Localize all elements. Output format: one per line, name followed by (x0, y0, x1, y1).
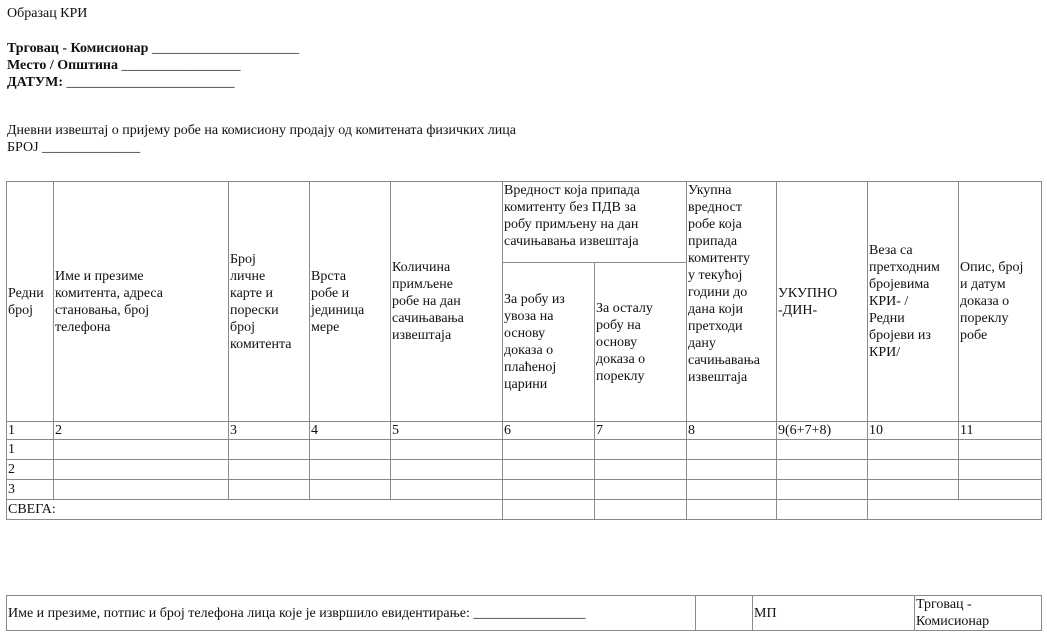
table-cell[interactable] (391, 480, 503, 500)
merchant-blank: _____________________ (151, 41, 299, 56)
table-cell[interactable] (595, 440, 687, 460)
header-origin-proof: Опис, број и датум доказа о пореклу робе (959, 182, 1042, 422)
table-cell[interactable] (503, 480, 595, 500)
merchant-signature-label: Трговац - Комисионар (915, 596, 1042, 631)
table-row (7, 440, 1042, 460)
date-line (7, 75, 235, 91)
table-cell[interactable] (777, 460, 868, 480)
total-cell[interactable] (595, 500, 687, 520)
table-cell[interactable] (595, 480, 687, 500)
table-cell[interactable] (54, 460, 229, 480)
total-cell[interactable] (503, 500, 595, 520)
report-table (6, 181, 1042, 520)
column-number: 10 (868, 422, 959, 440)
total-label: СВЕГА: (7, 500, 503, 520)
column-number: 8 (687, 422, 777, 440)
table-cell[interactable] (229, 440, 310, 460)
table-cell[interactable] (310, 440, 391, 460)
table-cell[interactable] (687, 440, 777, 460)
total-row (7, 500, 1042, 520)
number-line (7, 140, 140, 156)
signature-cell[interactable] (7, 596, 696, 631)
column-number: 2 (54, 422, 229, 440)
place-label: Место / Општина (7, 58, 118, 73)
signature-label: Име и презиме, потпис и број телефона лица које је извршило евидентирање: (8, 605, 470, 621)
table-cell[interactable] (310, 480, 391, 500)
stamp-label: МП (753, 596, 915, 631)
place-blank: _________________ (121, 58, 241, 73)
date-label: ДАТУМ: (7, 75, 63, 90)
table-cell[interactable] (229, 460, 310, 480)
table-cell[interactable] (868, 440, 959, 460)
column-number: 7 (595, 422, 687, 440)
table-cell[interactable] (959, 460, 1042, 480)
column-number: 6 (503, 422, 595, 440)
column-number: 11 (959, 422, 1042, 440)
row-number: 1 (7, 440, 54, 460)
header-total-value-year: Укупна вредност робе која припада комитенту у текућој години до дана који претходи дану сачињавања извештаја (687, 182, 777, 422)
header-client-name: Име и презиме комитента, адреса становања, број телефона (54, 182, 229, 422)
column-number-row (7, 422, 1042, 440)
header-value-group: Вредност која припада комитенту без ПДВ за робу примљену на дан сачињавања извештаја (503, 182, 687, 263)
header-goods-type: Врста робе и јединица мере (310, 182, 391, 422)
header-link-previous: Веза са претходним бројевима КРИ- / Редни бројеви из КРИ/ (868, 182, 959, 422)
number-label: БРОЈ (7, 140, 39, 155)
signature-table (6, 595, 1042, 631)
date-blank: ________________________ (66, 75, 235, 90)
table-row (7, 480, 1042, 500)
table-cell[interactable] (595, 460, 687, 480)
empty-cell (696, 596, 753, 631)
total-cell[interactable] (777, 500, 868, 520)
row-number: 3 (7, 480, 54, 500)
total-cell[interactable] (687, 500, 777, 520)
table-cell[interactable] (503, 440, 595, 460)
table-cell[interactable] (959, 480, 1042, 500)
table-cell[interactable] (310, 460, 391, 480)
number-blank: ______________ (42, 140, 141, 155)
row-number: 2 (7, 460, 54, 480)
merchant-label: Трговац - Комисионар (7, 41, 149, 56)
table-cell[interactable] (777, 480, 868, 500)
table-cell[interactable] (54, 440, 229, 460)
table-cell[interactable] (868, 480, 959, 500)
table-cell[interactable] (687, 480, 777, 500)
table-cell[interactable] (391, 460, 503, 480)
form-title: Образац КРИ (7, 6, 88, 21)
table-cell[interactable] (229, 480, 310, 500)
column-number: 1 (7, 422, 54, 440)
table-cell[interactable] (503, 460, 595, 480)
table-cell[interactable] (54, 480, 229, 500)
column-number: 9(6+7+8) (777, 422, 868, 440)
report-title: Дневни извештај о пријему робе на комисиону продају од комитената физичких лица (7, 123, 516, 138)
column-number: 5 (391, 422, 503, 440)
header-quantity: Количина примљене робе на дан сачињавања извештаја (391, 182, 503, 422)
merchant-line (7, 41, 299, 57)
table-row (7, 460, 1042, 480)
header-other-goods: За осталу робу на основу доказа о пореклу (595, 263, 687, 422)
header-ordinal: Редни број (7, 182, 54, 422)
table-cell[interactable] (868, 460, 959, 480)
table-cell[interactable] (687, 460, 777, 480)
signature-blank: ________________ (473, 605, 586, 621)
column-number: 4 (310, 422, 391, 440)
place-line (7, 58, 241, 74)
column-number: 3 (229, 422, 310, 440)
header-import-goods: За робу из увоза на основу доказа о плаћеној царини (503, 263, 595, 422)
total-cell[interactable] (868, 500, 1042, 520)
table-cell[interactable] (959, 440, 1042, 460)
table-cell[interactable] (391, 440, 503, 460)
header-id-number: Број личне карте и порески број комитента (229, 182, 310, 422)
table-cell[interactable] (777, 440, 868, 460)
header-total-din: УКУПНО -ДИН- (777, 182, 868, 422)
